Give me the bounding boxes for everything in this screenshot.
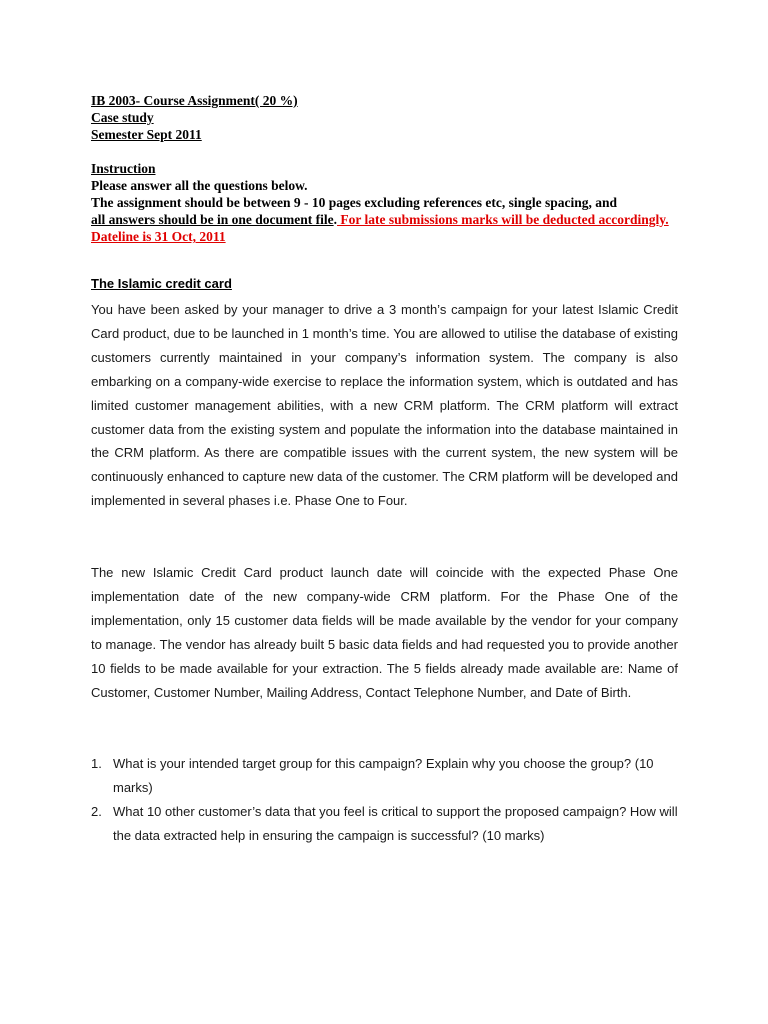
question-item-1 [91,752,681,800]
question-number: 1. [91,756,102,771]
instruction-line-2: The assignment should be between 9 - 10 pages excluding references etc, single spacing, and [91,195,618,210]
question-item-2 [91,800,681,848]
instruction-line-3 [91,211,691,245]
case-study-label: Case study [91,110,154,125]
instruction-title: Instruction [91,161,156,176]
paragraph-1: You have been asked by your manager to drive a 3 month’s campaign for your latest Islamic Credit Card product, due to be launched in 1 month’s time. You are allowed to utilise the database of existing customers currently maintained in your company’s information system. The company is also embarking on a company-wide exercise to replace the information system, which is outdated and has limited customer management abilities, with a new CRM platform. The CRM platform will extract customer data from the existing system and populate the information into the database maintained in the CRM platform. As there are compatible issues with the current system, the new system will be continuously enhanced to capture new data of the customer. The CRM platform will be developed and implemented in several phases i.e. Phase One to Four. [91,302,678,509]
question-list [91,752,681,848]
instruction-block [91,160,691,245]
assignment-header [91,92,691,143]
late-submission-note: For late submissions marks will be deducted accordingly. Dateline is 31 Oct, 2011 [91,212,669,244]
instruction-line-1: Please answer all the questions below. [91,178,308,193]
question-text: What is your intended target group for this campaign? Explain why you choose the group? (10 marks) [113,756,654,795]
course-title: IB 2003- Course Assignment( 20 %) [91,93,298,108]
section-title: The Islamic credit card [91,276,232,291]
paragraph-2: The new Islamic Credit Card product launch date will coincide with the expected Phase One implementation date of the new company-wide CRM platform. For the Phase One of the implementation, only 15 customer data fields will be made available by the vendor for your company to manage. The vendor has already built 5 basic data fields and had requested you to provide another 10 fields to be made available for your extraction. The 5 fields already made available are: Name of Customer, Customer Number, Mailing Address, Contact Telephone Number, and Date of Birth. [91,565,678,700]
question-text: What 10 other customer’s data that you feel is critical to support the proposed campaign? How will the data extracted help in ensuring the campaign is successful? (10 marks) [113,803,678,843]
instruction-period: . [333,212,338,227]
question-number: 2. [91,803,102,819]
semester-label: Semester Sept 2011 [91,127,202,142]
instruction-underlined-text: all answers should be in one document file [91,212,334,227]
